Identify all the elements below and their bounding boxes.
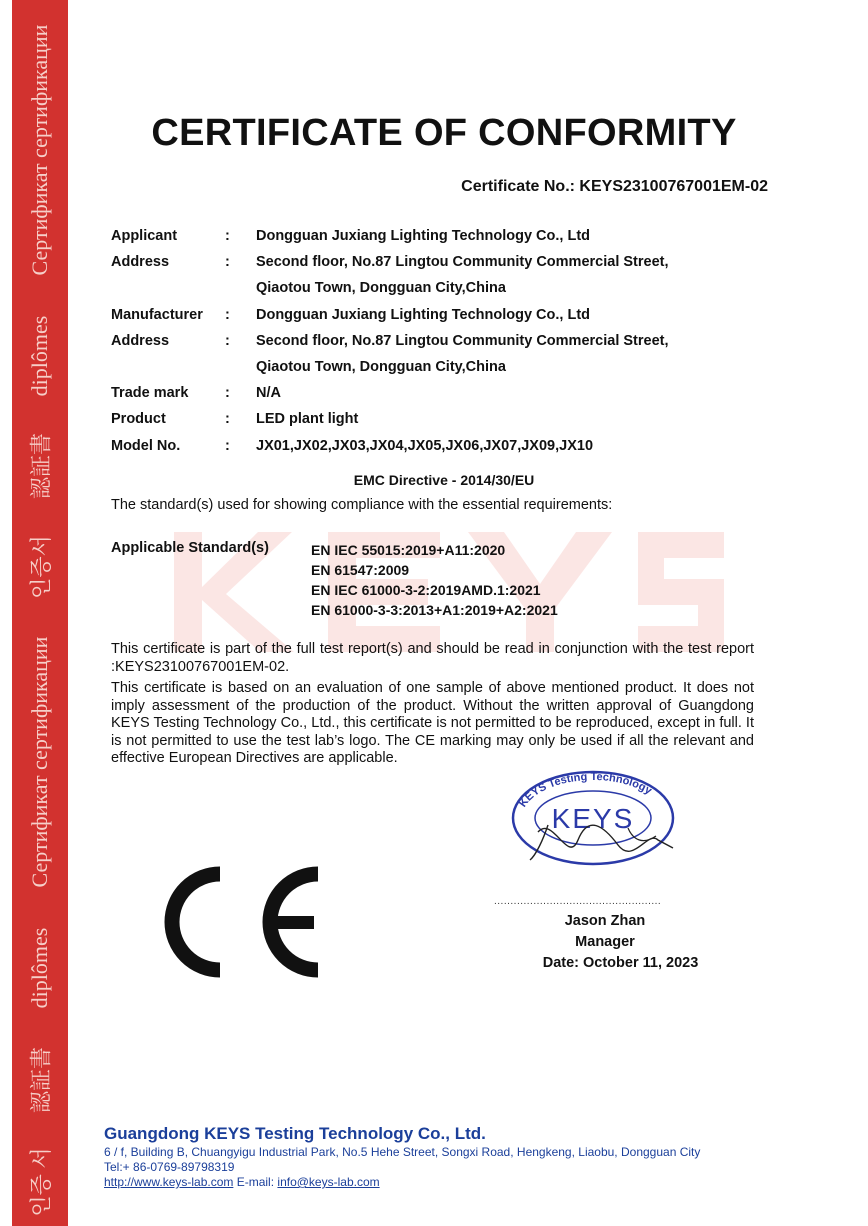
directive-heading: EMC Directive - 2014/30/EU [353,472,535,488]
field-value: Second floor, No.87 Lingtou Community Commercial Street, [256,254,669,271]
field-colon: : [225,306,230,323]
standard-item: EN IEC 61000-3-2:2019AMD.1:2021 [311,582,541,598]
certificate-date: Date: October 11, 2023 [542,955,699,971]
field-colon: : [225,411,230,428]
field-colon: : [225,437,230,454]
sidebar-text: diplômes [27,315,52,397]
email-link[interactable]: info@keys-lab.com [277,1175,380,1189]
standard-item: EN 61547:2009 [311,562,410,578]
info-row-applicant [111,226,716,252]
standards-list [311,540,558,620]
info-row-manufacturer [111,305,716,331]
field-value: Dongguan Juxiang Lighting Technology Co., Ltd [256,228,591,244]
footer-company: Guangdong KEYS Testing Technology Co., Ltd. [104,1124,486,1143]
field-label: Address [111,332,170,349]
field-value: LED plant light [256,411,359,428]
ce-mark-logo [158,866,328,978]
info-row-address-cont [111,357,716,383]
field-value: Dongguan Juxiang Lighting Technology Co., Ltd [256,306,591,323]
certificate-number: Certificate No.: KEYS23100767001EM-02 [461,178,768,195]
sidebar-text: 인증 서 [28,1147,54,1217]
field-colon: : [225,228,230,244]
standards-intro: The standard(s) used for showing compliance with the essential requirements: [111,497,613,513]
info-row-product [111,409,716,435]
report-reference-paragraph: This certificate is part of the full test report(s) and should be read in conjunction with the test report :KEYS23100767001EM-02. [111,641,754,675]
signer-title: Manager [575,934,635,950]
standards-label: Applicable Standard(s) [111,540,269,556]
field-label: Applicant [111,228,178,244]
field-colon: : [225,254,230,271]
info-row-address [111,252,716,278]
sidebar-text: Сертификат сертификации [27,24,52,276]
info-row-address [111,331,716,357]
certificate-info-table [111,226,716,462]
sidebar-text: 認証書 [28,432,54,500]
field-value: Second floor, No.87 Lingtou Community Commercial Street, [256,332,669,349]
footer-contact [104,1175,380,1189]
standard-item: EN 61000-3-3:2013+A1:2019+A2:2021 [311,602,558,618]
footer-tel: Tel:+ 86-0769-89798319 [104,1160,235,1174]
field-colon: : [225,385,230,402]
signature-line: ................................................... [494,896,662,907]
standard-item: EN IEC 55015:2019+A11:2020 [311,542,506,558]
svg-text:KEYS: KEYS [551,803,635,834]
field-label: Product [111,411,166,428]
field-label: Address [111,254,170,271]
field-colon: : [225,332,230,349]
sidebar-text: diplômes [27,927,52,1009]
sidebar-decoration [12,0,68,1226]
field-label [111,278,225,304]
field-label: Trade mark [111,385,189,402]
field-label [111,357,225,383]
info-row-trademark [111,383,716,409]
field-value: Qiaotou Town, Dongguan City,China [256,280,506,297]
info-row-model [111,436,716,462]
keys-stamp-seal [508,770,683,880]
field-label: Model No. [111,437,181,454]
field-value: N/A [256,385,281,402]
field-colon [225,357,256,383]
field-label: Manufacturer [111,306,203,323]
sidebar-text: Сертификат сертификации [27,636,52,888]
sidebar-text: 認証書 [28,1046,54,1114]
certificate-title: CERTIFICATE OF CONFORMITY [151,112,737,154]
field-value: Qiaotou Town, Dongguan City,China [256,358,506,375]
disclaimer-paragraph: This certificate is based on an evaluation of one sample of above mentioned product. It does not imply assessment of the production of the product. Without the written approval of Guangdong KEYS Testing Technology Co., Ltd., this certificate is not permitted to be reproduced, except in full. It is not permitted to use the test lab’s logo. The CE marking may only be used if all the relevant and effective European Directives are applicable. [111,680,754,766]
sidebar-text: 인증서 [28,535,54,599]
email-label: E-mail: [236,1175,275,1189]
website-link[interactable]: http://www.keys-lab.com [104,1175,234,1189]
field-value: JX01,JX02,JX03,JX04,JX05,JX06,JX07,JX09,JX10 [256,437,594,454]
field-colon [225,278,256,304]
svg-text:KEYS Testing Technology: KEYS Testing Technology [516,770,654,810]
signer-name: Jason Zhan [564,913,646,929]
info-row-address-cont [111,278,716,304]
footer-address: 6 / f, Building B, Chuangyigu Industrial Park, No.5 Hehe Street, Songxi Road, Hengkeng, Liaobu, Dongguan City [104,1145,701,1159]
